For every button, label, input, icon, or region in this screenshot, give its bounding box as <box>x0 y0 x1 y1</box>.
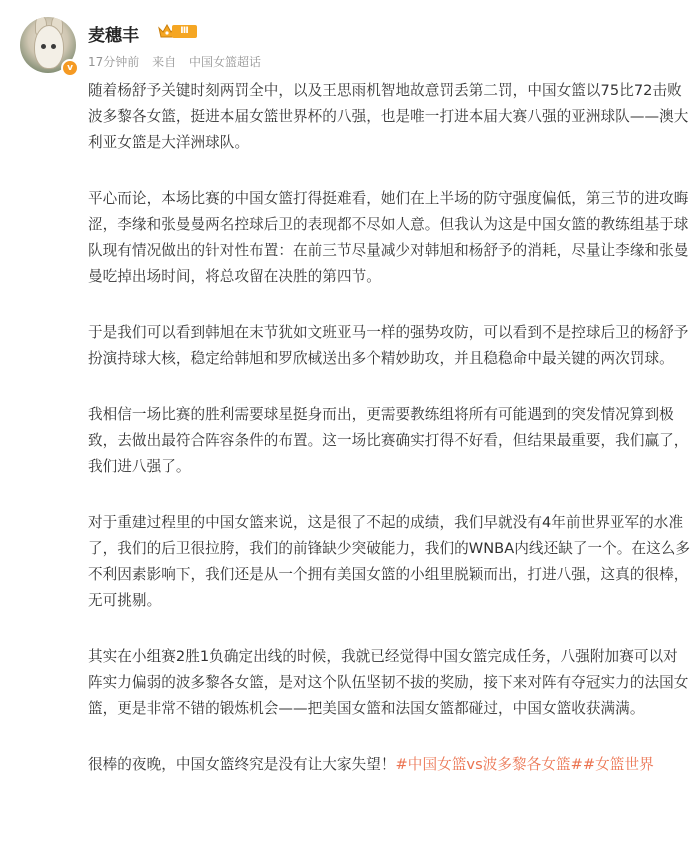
post-time[interactable]: 17分钟前 <box>88 55 140 69</box>
post-source[interactable]: 中国女篮超话 <box>188 55 261 69</box>
post-meta <box>88 53 261 70</box>
source-prefix: 来自 <box>152 55 177 69</box>
closing-paragraph <box>88 752 692 778</box>
avatar-face <box>34 25 64 69</box>
hashtag-link[interactable]: #中国女篮vs波多黎各女篮# <box>395 756 583 773</box>
level-badge[interactable] <box>158 23 198 40</box>
paragraph: 我相信一场比赛的胜利需要球星挺身而出，更需要教练组将所有可能遇到的突发情况算到极致，去做出最符合阵容条件的布置。这一场比赛确实打得不好看，但结果最重要，我们赢了，我们进八强了。 <box>88 406 689 475</box>
avatar-eye-right <box>51 44 56 49</box>
paragraph: 于是我们可以看到韩旭在末节犹如文班亚马一样的强势攻防，可以看到不是控球后卫的杨舒予扮演持球大核，稳定给韩旭和罗欣棫送出多个精妙助攻，并且稳稳命中最关键的两次罚球。 <box>88 324 689 367</box>
closing-text: 很棒的夜晚，中国女篮终究是没有让大家失望！ <box>88 756 396 773</box>
avatar-eye-left <box>41 44 46 49</box>
paragraph: 平心而论，本场比赛的中国女篮打得挺难看，她们在上半场的防守强度偏低，第三节的进攻晦涩，李缘和张曼曼两名控球后卫的表现都不尽如人意。但我认为这是中国女篮的教练组基于球队现有情况做出的针对性布置：在前三节尽量减少对韩旭和杨舒予的消耗，尽量让李缘和张曼曼吃掉出场时间，将总攻留在决胜的第四节。 <box>88 190 689 285</box>
level-label: Ⅲ <box>172 25 197 38</box>
paragraph: 其实在小组赛2胜1负确定出线的时候，我就已经觉得中国女篮完成任务，八强附加赛可以对阵实力偏弱的波多黎各女篮，是对这个队伍坚韧不拔的奖励，接下来对阵有夺冠实力的法国女篮，更是非常不错的锻炼机会——把美国女篮和法国女篮都碰过，中国女篮收获满满。 <box>88 648 689 717</box>
hashtag-link[interactable]: #女篮世界 <box>582 756 654 773</box>
post-body <box>88 78 692 778</box>
post-header <box>20 17 680 81</box>
paragraph: 随着杨舒予关键时刻两罚全中，以及王思雨机智地故意罚丢第二罚，中国女篮以75比72击败波多黎各女篮，挺进本届女篮世界杯的八强，也是唯一打进本届大赛八强的亚洲球队——澳大利亚女篮是大洋洲球队。 <box>88 82 689 151</box>
paragraph: 对于重建过程里的中国女篮来说，这是很了不起的成绩，我们早就没有4年前世界亚军的水准了，我们的后卫很拉胯，我们的前锋缺少突破能力，我们的WNBA内线还缺了一个。在这么多不利因素影响下，我们还是从一个拥有美国女篮的小组里脱颖而出，打进八强，这真的很棒，无可挑剔。 <box>88 514 691 609</box>
author-name[interactable]: 麦穗丰 <box>88 26 139 46</box>
verified-badge-icon: v <box>61 59 79 77</box>
